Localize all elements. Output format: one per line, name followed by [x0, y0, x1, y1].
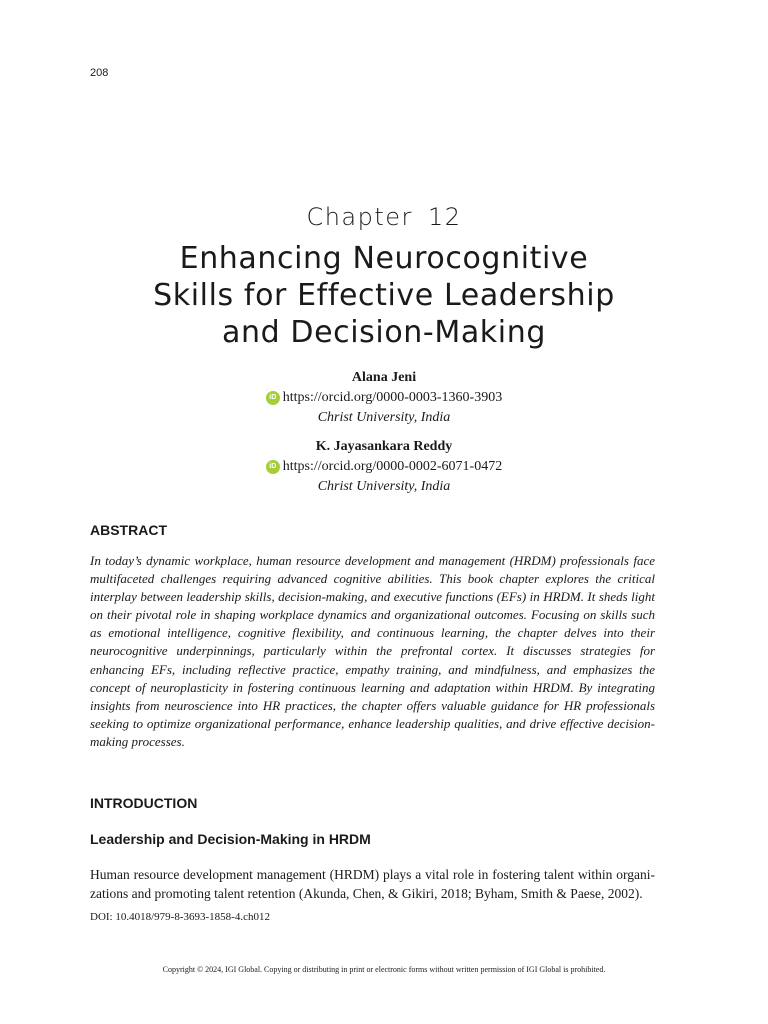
abstract-heading: ABSTRACT [90, 522, 167, 538]
orcid-link[interactable]: https://orcid.org/0000-0003-1360-3903 [282, 390, 503, 405]
copyright-notice: Copyright © 2024, IGI Global. Copying or distributing in print or electronic forms without written permission of IGI Global is prohibited. [162, 965, 606, 974]
author-affiliation: Christ University, India [317, 479, 451, 494]
chapter-label: Chapter 12 [306, 203, 462, 231]
chapter-title [0, 240, 768, 351]
orcid-line [0, 457, 768, 477]
orcid-line [0, 388, 768, 408]
author-name: Alana Jeni [351, 370, 417, 385]
title-line: Skills for Effective Leadership [153, 278, 615, 313]
title-line: and Decision-Making [222, 315, 546, 350]
author-block-1 [0, 368, 768, 428]
author-block-2 [0, 437, 768, 497]
orcid-link[interactable]: https://orcid.org/0000-0002-6071-0472 [282, 459, 503, 474]
abstract-body: In today’s dynamic workplace, human resource development and management (HRDM) professionals face multifaceted challenges requiring advanced cognitive abilities. This book chapter explores the critical interplay between leadership skills, decision-making, and executive functions (EFs) in HRDM. It sheds light on their pivotal role in shaping workplace dynamics and organizational outcomes. Focusing on skills such as emotional intelligence, cognitive flexibility, and continuous learning, the chapter delves into their neurocognitive underpinnings, particularly within the prefrontal cortex. It discusses strategies for enhancing EFs, including reflective practice, empathy training, and mindfulness, and emphasizes the concept of neuroplasticity in fostering continuous learning and adaptation within HRDM. By integrating insights from neuroscience into HR practices, the chapter offers valuable guidance for HR professionals seeking to optimize organizational performance, enhance leadership qualities, and drive effective decision-making processes. [90, 553, 655, 749]
orcid-icon: iD [266, 391, 280, 405]
page-number: 208 [90, 67, 109, 79]
introduction-heading: INTRODUCTION [90, 795, 198, 811]
doi-line: DOI: 10.4018/979-8-3693-1858-4.ch012 [90, 911, 270, 923]
orcid-icon: iD [266, 460, 280, 474]
author-affiliation: Christ University, India [317, 410, 451, 425]
author-name: K. Jayasankara Reddy [315, 439, 453, 454]
introduction-body: Human resource development management (HRDM) plays a vital role in fostering talent within organizations and promoting talent retention (Akunda, Chen, & Gikiri, 2018; Byham, Smith & Paese, 2002). [90, 867, 655, 901]
title-line: Enhancing Neurocognitive [179, 241, 589, 276]
introduction-subheading: Leadership and Decision-Making in HRDM [90, 831, 371, 847]
